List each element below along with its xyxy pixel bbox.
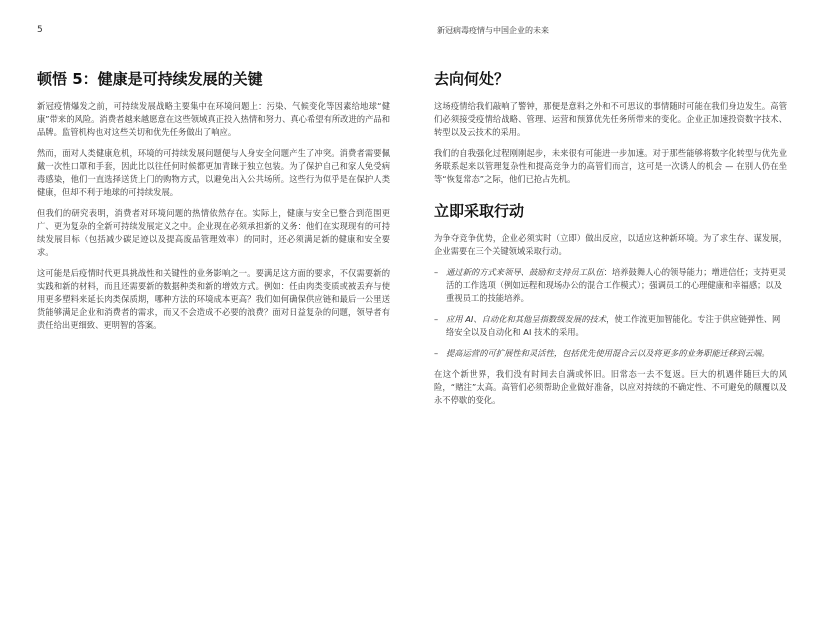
body-paragraph: 新冠疫情爆发之前，可持续发展战略主要集中在环境问题上：污染、气候变化等因素给地球“健康”带来的风险。消费者越来越愿意在这些领域真正投入热情和努力、真心希望有所改进的产品和品牌。监管机构也对这些关切和优先任务做出了响应。 <box>37 101 390 137</box>
section-heading: 去向何处？ <box>434 70 510 88</box>
page-number: 5 <box>37 25 43 35</box>
running-header: 新冠病毒疫情与中国企业的未来 <box>437 26 549 35</box>
body-paragraph: 在这个新世界，我们没有时间去自满或怀旧。旧常态一去不复返。巨大的机遇伴随巨大的风险，“赌注”太高。高管们必须帮助企业做好准备，以应对持续的不确定性、不可避免的颠覆以及永不停歇的变化。 <box>434 369 787 405</box>
list-item-emphasis: 应用 AI、自动化和其他呈指数级发展的技术 <box>446 314 607 324</box>
list-item <box>434 266 787 305</box>
body-paragraph: 然而，面对人类健康危机，环境的可持续发展问题便与人身安全问题产生了冲突。消费者需要佩戴一次性口罩和手套，因此比以往任何时候都更加青睐于独立包装。为了保护自己和家人免受病毒感染，他们一直选择送货上门的购物方式，以避免出入公共场所。这些行为似乎是在保护人类健康，但却不利于地球的可持续发展。 <box>37 148 390 197</box>
body-paragraph: 这场疫情给我们敲响了警钟，那便是意料之外和不可思议的事情随时可能在我们身边发生。高管们必须接受疫情给战略、管理、运营和预算优先任务所带来的变化。企业正加速投资数字技术、转型以及云技术的采用。 <box>434 101 787 137</box>
body-paragraph: 为争夺竞争优势，企业必须实时（立即）做出反应，以适应这种新环境。为了求生存、谋发展，企业需要在三个关键领域采取行动。 <box>434 233 787 256</box>
list-item <box>434 313 787 339</box>
list-item <box>434 347 787 360</box>
list-item-emphasis: 通过新的方式来领导、鼓励和支持员工队伍 <box>446 267 604 277</box>
section-heading: 立即采取行动 <box>434 202 525 220</box>
action-list <box>434 266 787 360</box>
section-heading: 顿悟 5：健康是可持续发展的关键 <box>37 70 263 88</box>
body-paragraph: 这可能是后疫情时代更具挑战性和关键性的业务影响之一。要满足这方面的要求，不仅需要新的实践和新的材料，而且还需要新的数据种类和新的增效方式。例如：任由肉类变质或被丢弃与使用更多塑料来延长肉类保质期，哪种方法的环境成本更高？我们如何确保供应链和最后一公里送货能够满足企业和消费者的需求，而又不会造成不必要的浪费？面对日益复杂的问题，领导者有责任给出更细致、更明智的答案。 <box>37 268 390 330</box>
list-item-text: ：培养鼓舞人心的领导能力；增进信任；支持更灵活的工作选项（例如远程和现场办公的混合工作模式）；强调员工的心理健康和幸福感；以及重视员工的技能培养。 <box>446 267 787 303</box>
section-where-to-go <box>434 68 787 186</box>
body-paragraph: 我们的自我强化过程刚刚起步，未来很有可能进一步加速。对于那些能够将数字化转型与优先业务联系起来以管理复杂性和提高竞争力的高管们而言，这可是一次诱人的机会 — 在别人仍在坐等“恢复常态”之际，他们已抢占先机。 <box>434 148 787 184</box>
list-item-emphasis: 提高运营的可扩展性和灵活性，包括优先使用混合云以及将更多的业务职能迁移到云端。 <box>446 348 770 358</box>
list-item-text: ，使工作流更加智能化。专注于供应链弹性、网络安全以及自动化和 AI 技术的采用。 <box>446 314 781 337</box>
right-column <box>434 68 787 421</box>
left-column <box>37 68 390 340</box>
body-paragraph: 但我们的研究表明，消费者对环境问题的热情依然存在。实际上，健康与安全已整合到范围更广、更为复杂的全新可持续发展定义之中。企业现在必须承担新的义务：他们在实现现有的可持续发展目标（包括减少碳足迹以及提高废品管理效率）的同时，还必须满足新的健康和安全要求。 <box>37 208 390 257</box>
section-act-now <box>434 200 787 407</box>
